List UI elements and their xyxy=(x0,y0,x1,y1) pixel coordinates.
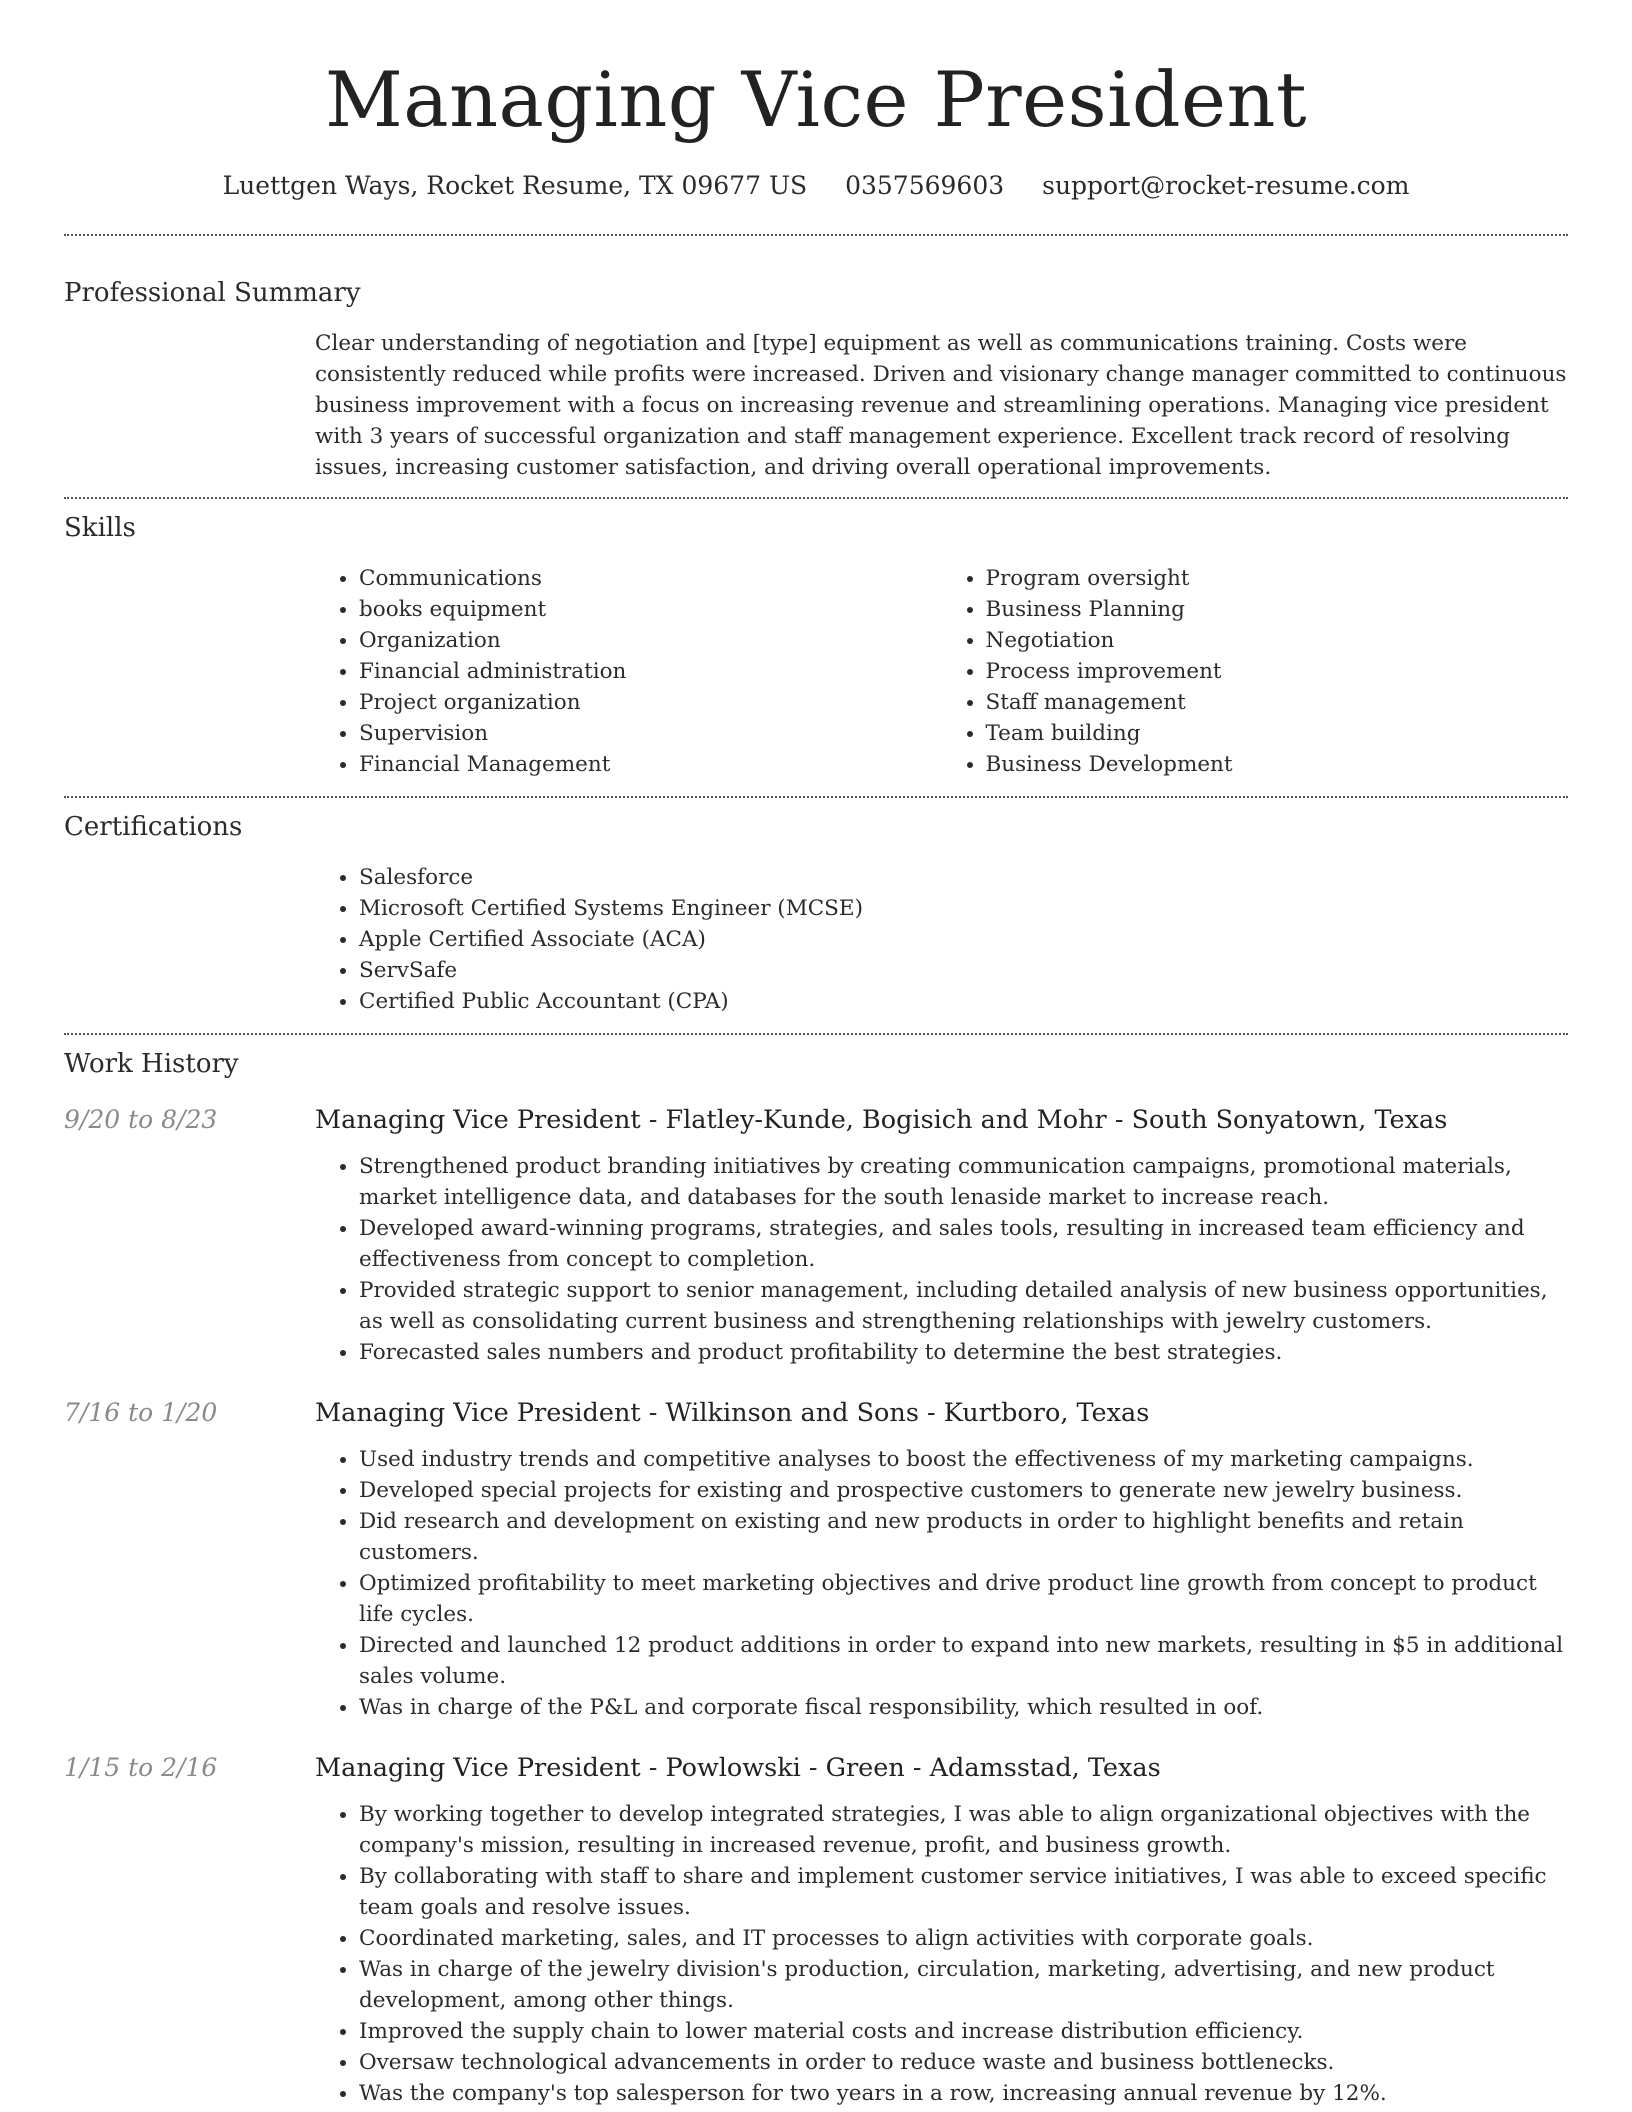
job-bullet: • Improved the supply chain to lower material costs and increase distribution efficiency. xyxy=(359,2016,1568,2047)
job-entry xyxy=(64,1396,1568,1723)
job-bullet: • Did research and development on existing and new products in order to highlight benefits and retain customers. xyxy=(359,1506,1568,1568)
job-bullet: • Oversaw technological advancements in order to reduce waste and business bottlenecks. xyxy=(359,2047,1568,2078)
skills-list-right xyxy=(942,563,1569,780)
job-bullets xyxy=(315,1151,1568,1368)
certification-item: • Salesforce xyxy=(359,862,1568,893)
skill-item: • Program oversight xyxy=(986,563,1569,594)
job-bullet: • Developed special projects for existing and prospective customers to generate new jewelry business. xyxy=(359,1475,1568,1506)
contact-address: Luettgen Ways, Rocket Resume, TX 09677 US xyxy=(222,171,808,200)
skills-list-left xyxy=(315,563,942,780)
section-title-certifications: Certifications xyxy=(64,812,243,842)
skill-item: • Financial Management xyxy=(359,749,942,780)
section-title-skills: Skills xyxy=(64,513,136,543)
job-bullets xyxy=(315,1799,1568,2109)
certification-item: • Microsoft Certified Systems Engineer (MCSE) xyxy=(359,893,1568,924)
job-title: Managing Vice President - Flatley-Kunde, Bogisich and Mohr - South Sonyatown, Texas xyxy=(315,1105,1448,1135)
job-title: Managing Vice President - Powlowski - Green - Adamsstad, Texas xyxy=(315,1753,1161,1783)
job-bullet: • Provided strategic support to senior management, including detailed analysis of new business opportunities, as well as consolidating current business and strengthening relationships with jewelry customers. xyxy=(359,1275,1568,1337)
certification-item: • Certified Public Accountant (CPA) xyxy=(359,986,1568,1017)
skill-item: • Organization xyxy=(359,625,942,656)
job-bullet: • Forecasted sales numbers and product profitability to determine the best strategies. xyxy=(359,1337,1568,1368)
skill-item: • Negotiation xyxy=(986,625,1569,656)
skill-item: • Staff management xyxy=(986,687,1569,718)
resume-name: Managing Vice President xyxy=(324,55,1308,144)
skill-item: • Business Development xyxy=(986,749,1569,780)
contact-email: support@rocket-resume.com xyxy=(1042,171,1410,200)
certifications-section xyxy=(64,798,1568,1033)
job-dates: 1/15 to 2/16 xyxy=(64,1753,218,1782)
job-bullet: • Developed award-winning programs, strategies, and sales tools, resulting in increased team efficiency and effectiveness from concept to completion. xyxy=(359,1213,1568,1275)
job-entry xyxy=(64,1103,1568,1368)
job-bullet: • By collaborating with staff to share and implement customer service initiatives, I was able to exceed specific team goals and resolve issues. xyxy=(359,1861,1568,1923)
contact-phone: 0357569603 xyxy=(845,171,1005,200)
job-bullet: • Was in charge of the P&L and corporate fiscal responsibility, which resulted in oof. xyxy=(359,1692,1568,1723)
summary-section xyxy=(64,236,1568,497)
job-bullet: • Was the company's top salesperson for two years in a row, increasing annual revenue by 12%. xyxy=(359,2078,1568,2109)
work-history-section xyxy=(64,1035,1568,2109)
job-bullet: • Optimized profitability to meet marketing objectives and drive product line growth from concept to product life cycles. xyxy=(359,1568,1568,1630)
contact-line xyxy=(64,170,1568,202)
certification-item: • ServSafe xyxy=(359,955,1568,986)
skill-item: • Communications xyxy=(359,563,942,594)
skills-section xyxy=(64,499,1568,796)
job-bullet: • Strengthened product branding initiatives by creating communication campaigns, promotional materials, market intelligence data, and databases for the south lenaside market to increase reach. xyxy=(359,1151,1568,1213)
job-title: Managing Vice President - Wilkinson and Sons - Kurtboro, Texas xyxy=(315,1398,1150,1428)
skill-item: • Process improvement xyxy=(986,656,1569,687)
job-bullet: • Was in charge of the jewelry division's production, circulation, marketing, advertising, and new product development, among other things. xyxy=(359,1954,1568,2016)
skill-item: • Business Planning xyxy=(986,594,1569,625)
skill-item: • Team building xyxy=(986,718,1569,749)
certification-item: • Apple Certified Associate (ACA) xyxy=(359,924,1568,955)
job-entry xyxy=(64,1751,1568,2109)
skill-item: • Financial administration xyxy=(359,656,942,687)
certifications-list xyxy=(315,862,1568,1033)
job-bullet: • Coordinated marketing, sales, and IT processes to align activities with corporate goals. xyxy=(359,1923,1568,1954)
job-bullet: • By working together to develop integrated strategies, I was able to align organizational objectives with the company's mission, resulting in increased revenue, profit, and business growth. xyxy=(359,1799,1568,1861)
job-bullet: • Used industry trends and competitive analyses to boost the effectiveness of my marketing campaigns. xyxy=(359,1444,1568,1475)
job-bullet: • Directed and launched 12 product additions in order to expand into new markets, resulting in $5 in additional sales volume. xyxy=(359,1630,1568,1692)
skill-item: • Project organization xyxy=(359,687,942,718)
skill-item: • Supervision xyxy=(359,718,942,749)
skills-grid xyxy=(315,563,1568,796)
section-title-work-history: Work History xyxy=(64,1049,239,1079)
job-dates: 7/16 to 1/20 xyxy=(64,1398,218,1427)
skill-item: • books equipment xyxy=(359,594,942,625)
summary-text: Clear understanding of negotiation and [type] equipment as well as communications training. Costs were consistently reduced while profits were increased. Driven and visionary change manager committed to continuous business improvement with a focus on increasing revenue and streamlining operations. Managing vice president with 3 years of successful organization and staff management experience. Excellent track record of resolving issues, increasing customer satisfaction, and driving overall operational improvements. xyxy=(315,331,1567,480)
job-bullets xyxy=(315,1444,1568,1723)
job-dates: 9/20 to 8/23 xyxy=(64,1105,218,1134)
section-title-summary: Professional Summary xyxy=(64,278,361,308)
